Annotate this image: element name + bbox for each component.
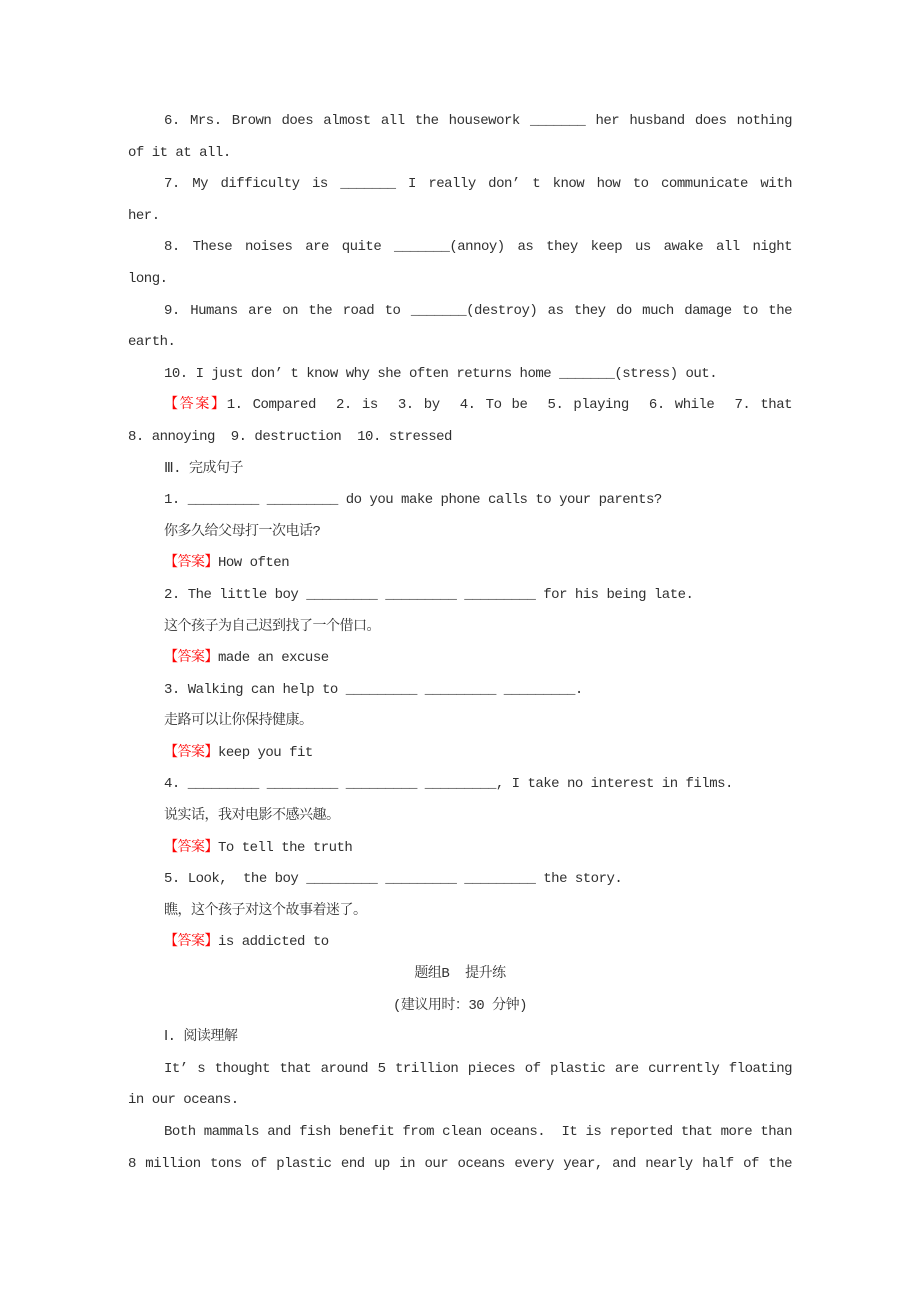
answer-label: 【答案】: [164, 650, 218, 667]
document-line: 8. These noises are quite _______(annoy) as they keep us awake all night: [164, 239, 792, 256]
document-line: 5. Look, the boy _________ _________ _________ the story.: [164, 871, 623, 888]
document-line: 瞧，这个孩子对这个故事着迷了。: [164, 902, 367, 919]
document-line: Ⅲ. 完成句子: [164, 460, 243, 477]
answer-line: 【答案】How often: [164, 555, 290, 572]
document-line: long.: [128, 270, 168, 287]
answer-line: 【答案】keep you fit: [164, 744, 313, 761]
document-line: 1. _________ _________ do you make phone calls to your parents?: [164, 492, 662, 509]
document-line: 7. My difficulty is _______ I really don’ t know how to communicate with: [164, 176, 792, 193]
document-line: Ⅰ. 阅读理解: [164, 1029, 238, 1046]
document-line: 你多久给父母打一次电话?: [164, 523, 321, 540]
document-line: (建议用时：30 分钟): [392, 997, 527, 1014]
document-line: 这个孩子为自己迟到找了一个借口。: [164, 618, 380, 635]
answer-label: 【答案】: [164, 934, 218, 951]
answer-line: 【答案】To tell the truth: [164, 839, 353, 856]
document-line: in our oceans.: [128, 1092, 239, 1109]
answer-line: 【答案】1. Compared 2. is 3. by 4. To be 5. playing 6. while 7. that: [164, 397, 792, 414]
answer-label: 【答案】: [164, 555, 218, 572]
document-line: 2. The little boy _________ _________ _________ for his being late.: [164, 586, 694, 603]
answer-label: 【答案】: [164, 397, 227, 414]
document-line: of it at all.: [128, 144, 231, 161]
document-line: Both mammals and fish benefit from clean oceans. It is reported that more than: [164, 1124, 792, 1140]
document-line: 8. annoying 9. destruction 10. stressed: [128, 428, 452, 445]
document-line: 走路可以让你保持健康。: [164, 713, 313, 730]
document-line: It’ s thought that around 5 trillion pieces of plastic are currently floating: [164, 1060, 792, 1077]
answer-label: 【答案】: [164, 744, 218, 761]
document-line: her.: [128, 207, 160, 224]
document-line: 6. Mrs. Brown does almost all the housework _______ her husband does nothing: [164, 113, 792, 129]
document-line: 10. I just don’ t know why she often returns home _______(stress) out.: [164, 365, 718, 382]
document-line: 题组B 提升练: [414, 966, 506, 983]
document-line: earth.: [128, 334, 176, 351]
answer-label: 【答案】: [164, 839, 218, 856]
document-line: 8 million tons of plastic end up in our oceans every year, and nearly half of the: [128, 1155, 792, 1172]
document-line: 4. _________ _________ _________ _________, I take no interest in films.: [164, 776, 733, 793]
document-line: 3. Walking can help to _________ _________ _________.: [164, 681, 583, 698]
answer-line: 【答案】is addicted to: [164, 934, 329, 951]
answer-line: 【答案】made an excuse: [164, 650, 329, 667]
document-line: 说实话，我对电影不感兴趣。: [164, 808, 340, 825]
document-line: 9. Humans are on the road to _______(destroy) as they do much damage to the: [164, 302, 792, 319]
